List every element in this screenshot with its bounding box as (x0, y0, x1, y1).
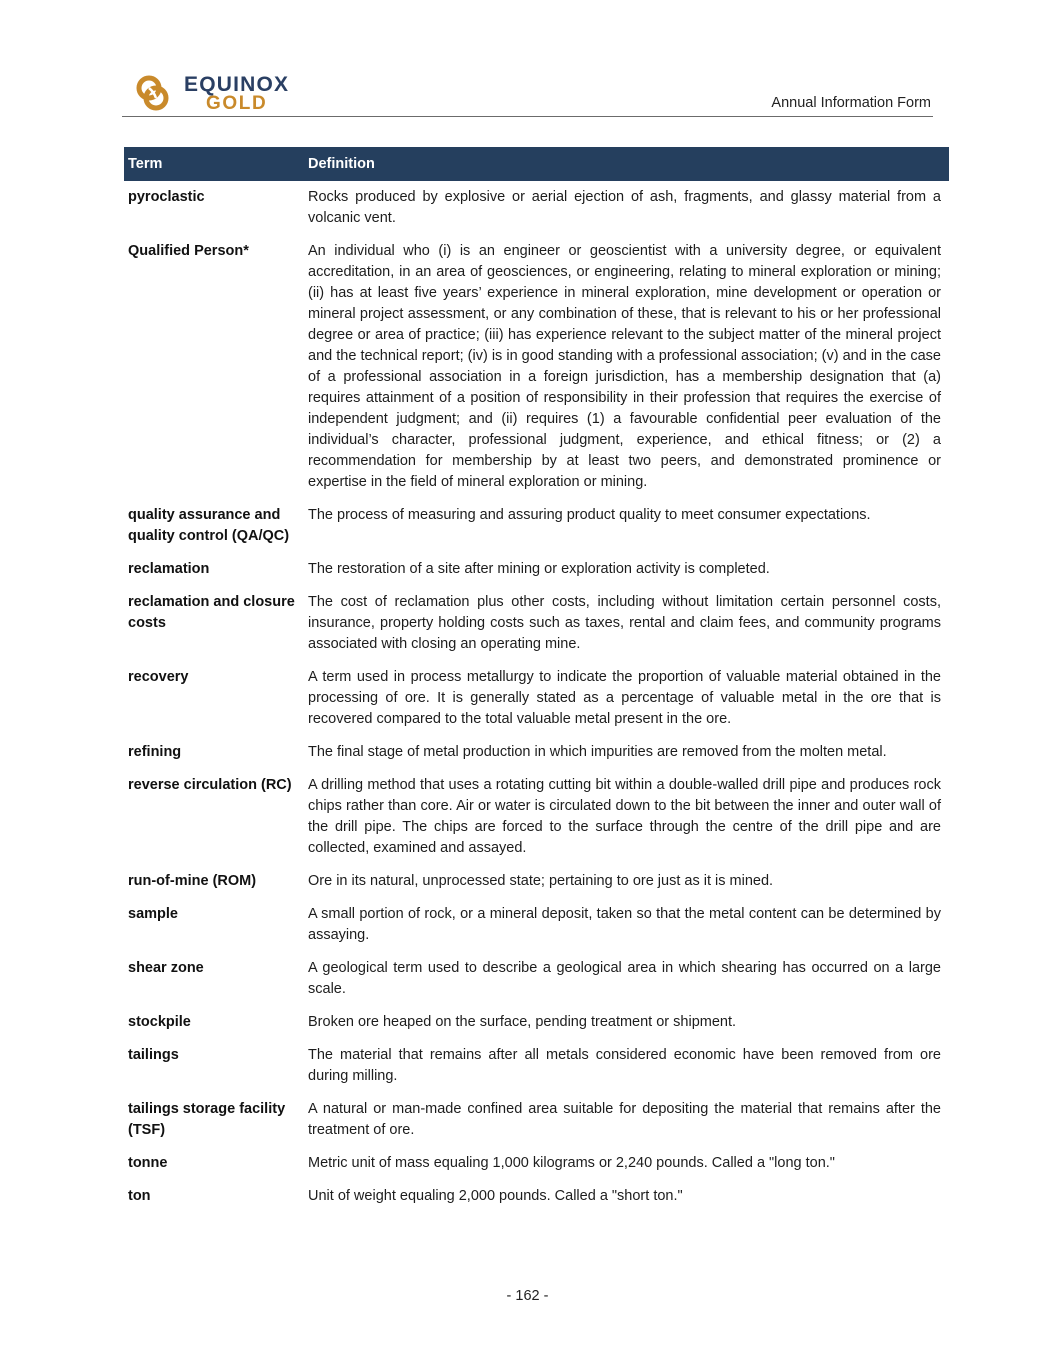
table-row (124, 736, 949, 769)
definition-cell: A natural or man-made confined area suitable for depositing the material that remains after the treatment of ore. (308, 1101, 941, 1138)
term-cell: tailings (128, 1047, 179, 1063)
definition-cell: Metric unit of mass equaling 1,000 kilograms or 2,240 pounds. Called a "long ton." (308, 1155, 835, 1171)
term-cell: reclamation and closure costs (128, 594, 295, 631)
term-cell: tonne (128, 1155, 168, 1171)
column-header-term: Term (124, 147, 304, 181)
term-cell: sample (128, 906, 178, 922)
term-cell: quality assurance and quality control (QA/QC) (128, 507, 290, 544)
definition-cell: Unit of weight equaling 2,000 pounds. Called a "short ton." (308, 1188, 683, 1204)
table-row (124, 952, 949, 1006)
term-cell: recovery (128, 669, 189, 685)
glossary-body (124, 181, 949, 1213)
table-row (124, 1039, 949, 1093)
column-header-definition: Definition (304, 147, 949, 181)
table-row (124, 586, 949, 661)
table-header-row (124, 147, 949, 181)
definition-cell: A drilling method that uses a rotating cutting bit within a double-walled drill pipe and produces rock chips rather than core. Air or water is circulated down to the bit between the inner and outer wall of the drill pipe. The chips are forced to the surface through the centre of the drill pipe and are collected, examined and assayed. (308, 777, 941, 856)
definition-cell: The restoration of a site after mining or exploration activity is completed. (308, 561, 770, 577)
term-cell: reclamation (128, 561, 210, 577)
term-cell: refining (128, 744, 182, 760)
term-cell: run-of-mine (ROM) (128, 873, 257, 889)
term-cell: pyroclastic (128, 189, 205, 205)
table-row (124, 235, 949, 499)
definition-cell: A geological term used to describe a geological area in which shearing has occurred on a large scale. (308, 960, 941, 997)
definition-cell: Ore in its natural, unprocessed state; pertaining to ore just as it is mined. (308, 873, 774, 889)
table-row (124, 1180, 949, 1213)
glossary-table (124, 147, 949, 1213)
table-row (124, 1147, 949, 1180)
page-number: - 162 - (506, 1288, 549, 1304)
company-logo (132, 70, 302, 116)
definition-cell: A term used in process metallurgy to indicate the proportion of valuable material obtained in the processing of ore. It is generally stated as a percentage of valuable metal in the ore that is recovered compared to the total valuable metal present in the ore. (308, 669, 941, 727)
definition-cell: A small portion of rock, or a mineral deposit, taken so that the metal content can be determined by assaying. (308, 906, 941, 943)
term-cell: ton (128, 1188, 151, 1204)
table-row (124, 769, 949, 865)
table-row (124, 553, 949, 586)
term-cell: stockpile (128, 1014, 191, 1030)
table-row (124, 865, 949, 898)
logo-text-bottom: GOLD (206, 93, 268, 114)
definition-cell: The final stage of metal production in which impurities are removed from the molten metal. (308, 744, 887, 760)
table-row (124, 181, 949, 235)
definition-cell: An individual who (i) is an engineer or geoscientist with a university degree, or equivalent accreditation, in an area of geosciences, or engineering, relating to mineral exploration or mining; (ii) has at least five years’ experience in mineral exploration, mine development or operation or mineral project assessment, or any combination of these, that is relevant to his or her professional degree or area of practice; (iii) has experience relevant to the subject matter of the mineral project and the technical report; (iv) is in good standing with a professional association; (v) and in the case of a professional association in a foreign jurisdiction, has a membership designation that (a) requires attainment of a position of responsibility in their profession that requires the exercise of independent judgment; and (ii) requires (1) a favourable confidential peer evaluation of the individual’s character, professional judgment, experience, and ethical fitness; or (2) a recommendation for membership by at least two peers, and demonstrated prominence or expertise in the field of mineral exploration or mining. (308, 243, 941, 490)
definition-cell: The cost of reclamation plus other costs, including without limitation certain personnel costs, insurance, property holding costs such as taxes, rental and claim fees, and community programs associated with closing an operating mine. (308, 594, 941, 652)
logo-mark-icon (132, 72, 176, 114)
logo-text-top: EQUINOX (184, 73, 290, 96)
term-cell: shear zone (128, 960, 204, 976)
term-cell: tailings storage facility (TSF) (128, 1101, 286, 1138)
table-row (124, 1006, 949, 1039)
page-header (122, 68, 933, 117)
table-row (124, 499, 949, 553)
definition-cell: The process of measuring and assuring product quality to meet consumer expectations. (308, 507, 871, 523)
document-title: Annual Information Form (771, 95, 931, 111)
term-cell: Qualified Person* (128, 243, 249, 259)
table-row (124, 1093, 949, 1147)
term-cell: reverse circulation (RC) (128, 777, 292, 793)
table-row (124, 898, 949, 952)
definition-cell: Broken ore heaped on the surface, pending treatment or shipment. (308, 1014, 737, 1030)
definition-cell: The material that remains after all metals considered economic have been removed from ore during milling. (308, 1047, 941, 1084)
definition-cell: Rocks produced by explosive or aerial ejection of ash, fragments, and glassy material from a volcanic vent. (308, 189, 941, 226)
table-row (124, 661, 949, 736)
